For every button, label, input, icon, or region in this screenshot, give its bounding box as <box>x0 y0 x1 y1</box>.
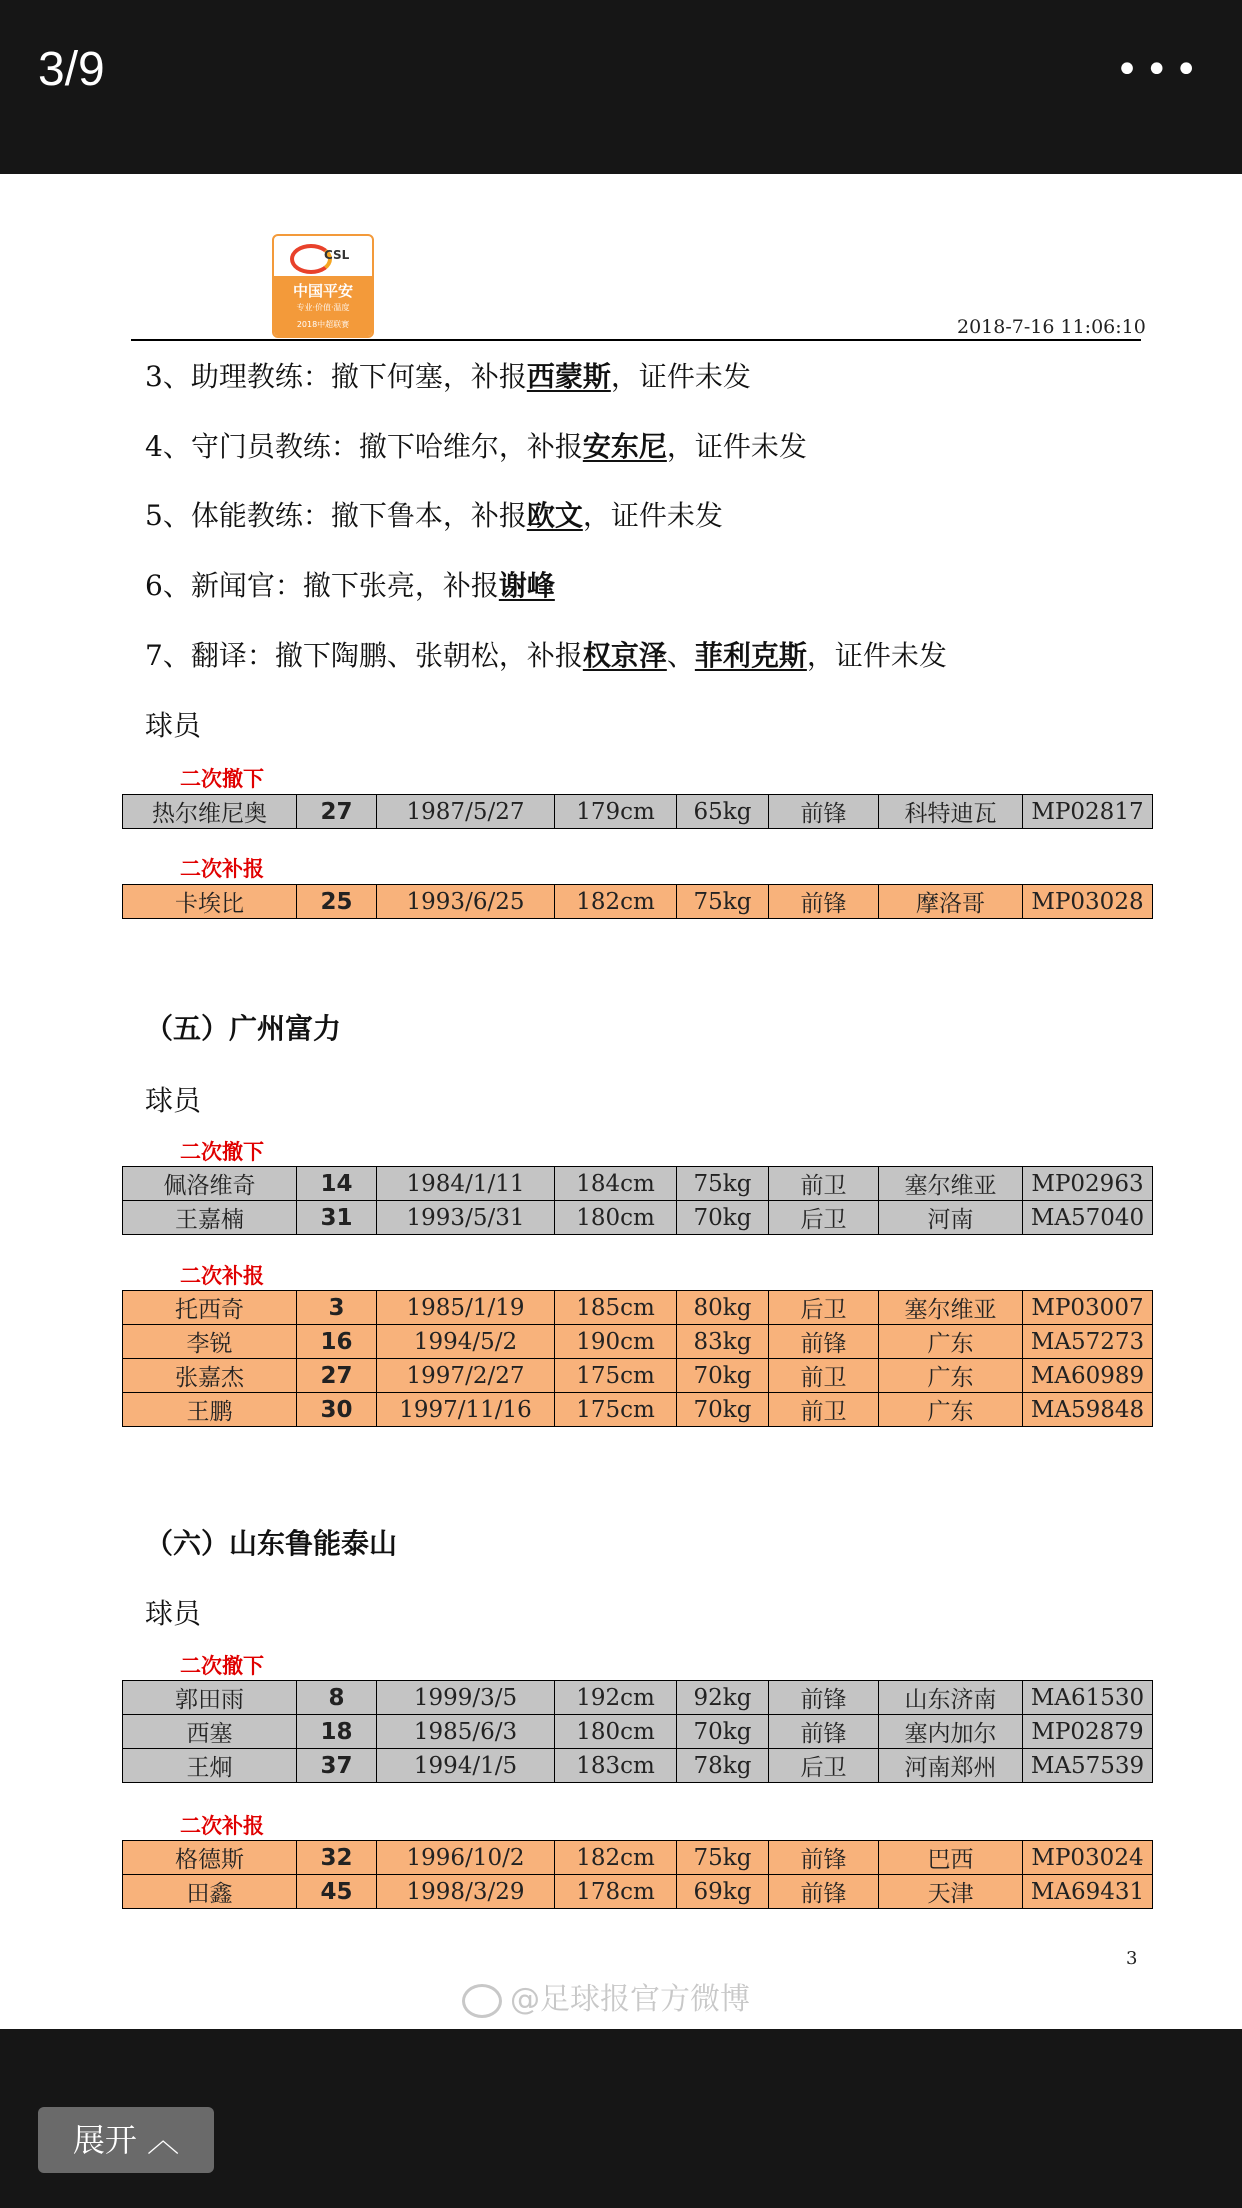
birth-date-cell: 1996/10/2 <box>377 1841 555 1875</box>
registration-id-cell: MA57273 <box>1023 1325 1153 1359</box>
height-cell: 185cm <box>555 1291 677 1325</box>
players-label: 球员 <box>145 709 202 742</box>
table-row <box>123 1201 1153 1235</box>
player-name-cell: 王鹏 <box>123 1393 297 1427</box>
origin-cell: 塞尔维亚 <box>879 1291 1023 1325</box>
weight-cell: 80kg <box>677 1291 769 1325</box>
new-staff-name: 谢峰 <box>498 569 555 602</box>
position-cell: 前卫 <box>769 1359 879 1393</box>
height-cell: 175cm <box>555 1393 677 1427</box>
jersey-number-cell: 8 <box>297 1681 377 1715</box>
birth-date-cell: 1994/5/2 <box>377 1325 555 1359</box>
withdraw-table <box>122 794 1153 829</box>
new-staff-name: 西蒙斯 <box>526 360 611 393</box>
height-cell: 180cm <box>555 1715 677 1749</box>
logo-brand: CSL <box>324 248 350 262</box>
player-name-cell: 佩洛维奇 <box>123 1167 297 1201</box>
birth-date-cell: 1993/5/31 <box>377 1201 555 1235</box>
player-name-cell: 张嘉杰 <box>123 1359 297 1393</box>
new-staff-name: 安东尼 <box>582 430 667 463</box>
jersey-number-cell: 18 <box>297 1715 377 1749</box>
withdraw-table <box>122 1680 1153 1783</box>
registration-id-cell: MP02963 <box>1023 1167 1153 1201</box>
weight-cell: 78kg <box>677 1749 769 1783</box>
player-name-cell: 王炯 <box>123 1749 297 1783</box>
section-heading: （六）山东鲁能泰山 <box>145 1527 398 1560</box>
document-page <box>0 174 1242 2029</box>
registration-id-cell: MA60989 <box>1023 1359 1153 1393</box>
position-cell: 前锋 <box>769 1841 879 1875</box>
position-cell: 前卫 <box>769 1167 879 1201</box>
weight-cell: 70kg <box>677 1359 769 1393</box>
birth-date-cell: 1999/3/5 <box>377 1681 555 1715</box>
birth-date-cell: 1997/2/27 <box>377 1359 555 1393</box>
jersey-number-cell: 3 <box>297 1291 377 1325</box>
table-row <box>123 1291 1153 1325</box>
staff-change-line: 7、翻译：撤下陶鹏、张朝松，补报权京泽、菲利克斯，证件未发 <box>145 639 947 672</box>
viewer-bottom-bar <box>0 2029 1242 2208</box>
staff-change-line: 4、守门员教练：撤下哈维尔，补报安东尼，证件未发 <box>145 430 807 463</box>
height-cell: 190cm <box>555 1325 677 1359</box>
staff-change-line: 6、新闻官：撤下张亮，补报谢峰 <box>145 569 555 602</box>
registration-id-cell: MA59848 <box>1023 1393 1153 1427</box>
registration-id-cell: MP03007 <box>1023 1291 1153 1325</box>
withdraw-label: 二次撤下 <box>180 767 264 791</box>
registration-id-cell: MP02817 <box>1023 795 1153 829</box>
weibo-icon <box>462 1984 502 2018</box>
table-row <box>123 1875 1153 1909</box>
table-row <box>123 1325 1153 1359</box>
add-label: 二次补报 <box>180 1814 264 1838</box>
birth-date-cell: 1994/1/5 <box>377 1749 555 1783</box>
position-cell: 前卫 <box>769 1393 879 1427</box>
position-cell: 前锋 <box>769 795 879 829</box>
player-name-cell: 王嘉楠 <box>123 1201 297 1235</box>
print-timestamp: 2018-7-16 11:06:10 <box>957 316 1146 338</box>
player-name-cell: 格德斯 <box>123 1841 297 1875</box>
more-options-icon[interactable]: ••• <box>1115 47 1204 93</box>
table-row <box>123 1715 1153 1749</box>
table-row <box>123 1359 1153 1393</box>
logo-slogan: 专业·价值·温度 <box>296 303 350 312</box>
player-name-cell: 郭田雨 <box>123 1681 297 1715</box>
jersey-number-cell: 25 <box>297 885 377 919</box>
players-label: 球员 <box>145 1597 202 1630</box>
origin-cell: 广东 <box>879 1359 1023 1393</box>
section-heading: （五）广州富力 <box>145 1012 342 1045</box>
position-cell: 前锋 <box>769 1875 879 1909</box>
birth-date-cell: 1985/1/19 <box>377 1291 555 1325</box>
origin-cell: 天津 <box>879 1875 1023 1909</box>
staff-change-line: 3、助理教练：撤下何塞，补报西蒙斯，证件未发 <box>145 360 751 393</box>
height-cell: 180cm <box>555 1201 677 1235</box>
player-name-cell: 李锐 <box>123 1325 297 1359</box>
page-number: 3 <box>1126 1948 1138 1969</box>
weight-cell: 83kg <box>677 1325 769 1359</box>
players-label: 球员 <box>145 1084 202 1117</box>
height-cell: 182cm <box>555 885 677 919</box>
position-cell: 后卫 <box>769 1291 879 1325</box>
weight-cell: 75kg <box>677 885 769 919</box>
height-cell: 183cm <box>555 1749 677 1783</box>
height-cell: 175cm <box>555 1359 677 1393</box>
position-cell: 前锋 <box>769 1681 879 1715</box>
position-cell: 后卫 <box>769 1201 879 1235</box>
add-table <box>122 1840 1153 1909</box>
player-name-cell: 托西奇 <box>123 1291 297 1325</box>
csl-logo <box>272 234 374 338</box>
origin-cell: 摩洛哥 <box>879 885 1023 919</box>
table-row <box>123 1749 1153 1783</box>
viewer-top-bar <box>0 0 1242 174</box>
withdraw-table <box>122 1166 1153 1235</box>
withdraw-label: 二次撤下 <box>180 1140 264 1164</box>
registration-id-cell: MA69431 <box>1023 1875 1153 1909</box>
table-row <box>123 1841 1153 1875</box>
position-cell: 后卫 <box>769 1749 879 1783</box>
jersey-number-cell: 37 <box>297 1749 377 1783</box>
header-rule <box>131 339 1141 341</box>
player-name-cell: 西塞 <box>123 1715 297 1749</box>
origin-cell: 广东 <box>879 1325 1023 1359</box>
height-cell: 178cm <box>555 1875 677 1909</box>
player-name-cell: 田鑫 <box>123 1875 297 1909</box>
jersey-number-cell: 14 <box>297 1167 377 1201</box>
height-cell: 179cm <box>555 795 677 829</box>
page-counter: 3/9 <box>38 43 105 96</box>
birth-date-cell: 1984/1/11 <box>377 1167 555 1201</box>
height-cell: 192cm <box>555 1681 677 1715</box>
jersey-number-cell: 30 <box>297 1393 377 1427</box>
origin-cell: 塞内加尔 <box>879 1715 1023 1749</box>
birth-date-cell: 1993/6/25 <box>377 885 555 919</box>
logo-title: 中国平安 <box>292 282 353 300</box>
birth-date-cell: 1998/3/29 <box>377 1875 555 1909</box>
jersey-number-cell: 31 <box>297 1201 377 1235</box>
registration-id-cell: MA57040 <box>1023 1201 1153 1235</box>
position-cell: 前锋 <box>769 885 879 919</box>
origin-cell: 山东济南 <box>879 1681 1023 1715</box>
table-row <box>123 795 1153 829</box>
jersey-number-cell: 16 <box>297 1325 377 1359</box>
jersey-number-cell: 32 <box>297 1841 377 1875</box>
jersey-number-cell: 27 <box>297 795 377 829</box>
new-staff-name: 权京泽 <box>582 639 667 672</box>
weight-cell: 75kg <box>677 1167 769 1201</box>
add-table <box>122 884 1153 919</box>
weight-cell: 92kg <box>677 1681 769 1715</box>
player-name-cell: 热尔维尼奥 <box>123 795 297 829</box>
birth-date-cell: 1985/6/3 <box>377 1715 555 1749</box>
new-staff-name: 菲利克斯 <box>694 639 807 672</box>
table-row <box>123 1393 1153 1427</box>
origin-cell: 河南郑州 <box>879 1749 1023 1783</box>
weight-cell: 70kg <box>677 1715 769 1749</box>
registration-id-cell: MA57539 <box>1023 1749 1153 1783</box>
table-row <box>123 885 1153 919</box>
registration-id-cell: MA61530 <box>1023 1681 1153 1715</box>
weibo-watermark: @足球报官方微博 <box>462 1974 750 2018</box>
origin-cell: 河南 <box>879 1201 1023 1235</box>
origin-cell: 科特迪瓦 <box>879 795 1023 829</box>
height-cell: 184cm <box>555 1167 677 1201</box>
birth-date-cell: 1987/5/27 <box>377 795 555 829</box>
origin-cell: 巴西 <box>879 1841 1023 1875</box>
add-label: 二次补报 <box>180 1264 264 1288</box>
registration-id-cell: MP02879 <box>1023 1715 1153 1749</box>
table-row <box>123 1167 1153 1201</box>
jersey-number-cell: 27 <box>297 1359 377 1393</box>
origin-cell: 塞尔维亚 <box>879 1167 1023 1201</box>
weight-cell: 70kg <box>677 1201 769 1235</box>
logo-year: 2018中超联赛 <box>296 320 350 329</box>
registration-id-cell: MP03024 <box>1023 1841 1153 1875</box>
registration-id-cell: MP03028 <box>1023 885 1153 919</box>
staff-change-line: 5、体能教练：撤下鲁本，补报欧文，证件未发 <box>145 499 723 532</box>
withdraw-label: 二次撤下 <box>180 1654 264 1678</box>
weight-cell: 65kg <box>677 795 769 829</box>
position-cell: 前锋 <box>769 1715 879 1749</box>
new-staff-name: 欧文 <box>526 499 583 532</box>
table-row <box>123 1681 1153 1715</box>
height-cell: 182cm <box>555 1841 677 1875</box>
position-cell: 前锋 <box>769 1325 879 1359</box>
jersey-number-cell: 45 <box>297 1875 377 1909</box>
add-label: 二次补报 <box>180 857 264 881</box>
origin-cell: 广东 <box>879 1393 1023 1427</box>
expand-button[interactable]: 展开 ︿ <box>38 2107 214 2173</box>
player-name-cell: 卡埃比 <box>123 885 297 919</box>
birth-date-cell: 1997/11/16 <box>377 1393 555 1427</box>
weight-cell: 70kg <box>677 1393 769 1427</box>
add-table <box>122 1290 1153 1427</box>
weight-cell: 75kg <box>677 1841 769 1875</box>
weight-cell: 69kg <box>677 1875 769 1909</box>
